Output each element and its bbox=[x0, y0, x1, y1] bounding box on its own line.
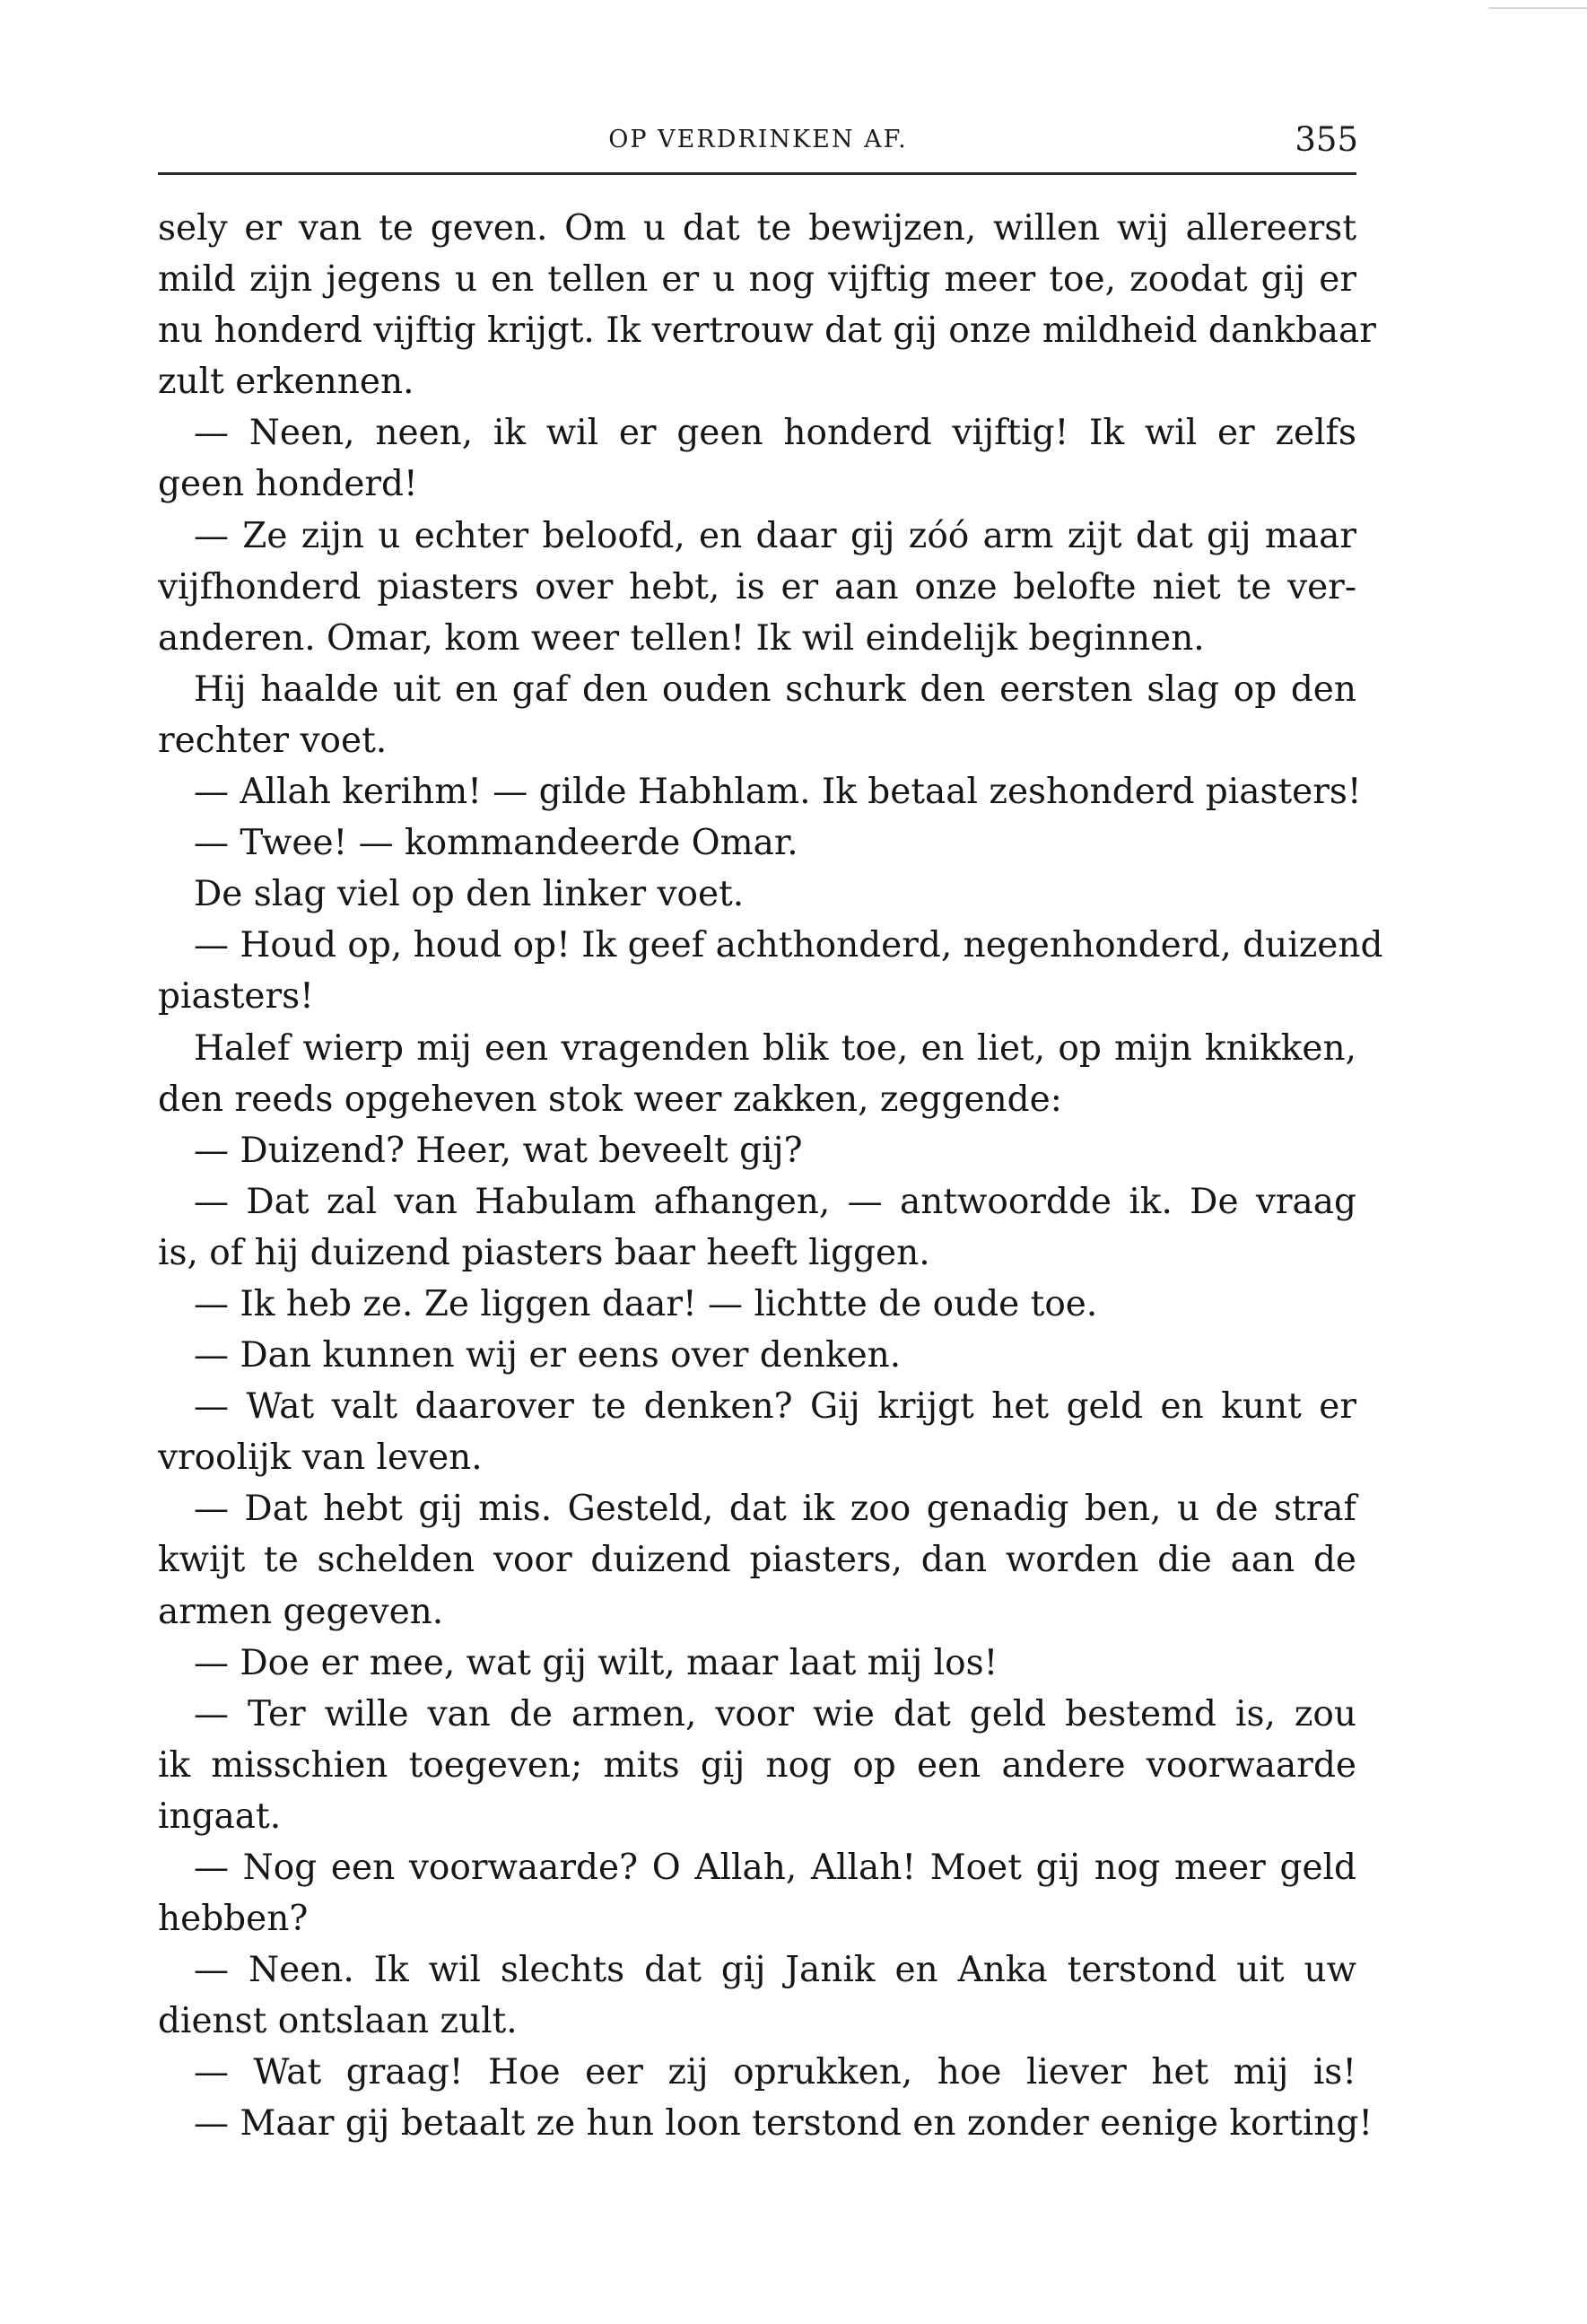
header-rule bbox=[158, 172, 1356, 175]
text-line: mild zijn jegens u en tellen er u nog vijftig meer toe, zoodat gij er bbox=[158, 259, 1356, 301]
text-line: Hij haalde uit en gaf den ouden schurk den eersten slag op den bbox=[194, 668, 1356, 710]
text-line: is, of hij duizend piasters baar heeft liggen. bbox=[158, 1232, 930, 1273]
scan-edge-mark bbox=[1488, 7, 1587, 9]
body-text bbox=[158, 203, 1383, 2150]
page-header bbox=[158, 115, 1358, 169]
text-line: — Dan kunnen wij er eens over denken. bbox=[194, 1335, 902, 1376]
page-number: 355 bbox=[1295, 120, 1358, 159]
text-line: piasters! bbox=[158, 976, 314, 1018]
text-line: — Wat graag! Hoe eer zij oprukken, hoe liever het mij is! bbox=[194, 2052, 1356, 2093]
text-line: — Nog een voorwaarde? O Allah, Allah! Moet gij nog meer geld bbox=[194, 1848, 1356, 1888]
text-line: Halef wierp mij een vragenden blik toe, en liet, op mijn knikken, bbox=[194, 1027, 1356, 1069]
running-title: OP VERDRINKEN AF. bbox=[608, 126, 908, 153]
text-line: — Dat hebt gij mis. Gesteld, dat ik zoo genadig ben, u de straf bbox=[194, 1489, 1356, 1530]
text-line: nu honderd vijftig krijgt. Ik vertrouw dat gij onze mildheid dankbaar bbox=[158, 310, 1376, 352]
text-line: ik misschien toegeven; mits gij nog op een andere voorwaarde bbox=[158, 1744, 1356, 1786]
text-line: — Duizend? Heer, wat beveelt gij? bbox=[194, 1130, 803, 1171]
text-line: dienst ontslaan zult. bbox=[158, 2001, 518, 2042]
text-line: — Allah kerihm! — gilde Habhlam. Ik betaal zeshonderd piasters! bbox=[194, 772, 1362, 813]
text-line: — Houd op, houd op! Ik geef achthonderd, negenhonderd, duizend bbox=[194, 925, 1383, 966]
text-line: kwijt te schelden voor duizend piasters, dan worden die aan de bbox=[158, 1540, 1356, 1581]
text-line: — Twee! — kommandeerde Omar. bbox=[194, 823, 798, 864]
text-line: — Maar gij betaalt ze hun loon terstond en zonder eenige korting! bbox=[194, 2103, 1373, 2145]
text-line: — Dat zal van Habulam afhangen, — antwoordde ik. De vraag bbox=[194, 1181, 1356, 1222]
text-line: sely er van te geven. Om u dat te bewijzen, willen wij allereerst bbox=[158, 208, 1356, 249]
text-line: ingaat. bbox=[158, 1795, 282, 1837]
text-line: — Ter wille van de armen, voor wie dat geld bestemd is, zou bbox=[194, 1693, 1356, 1734]
text-line: geen honderd! bbox=[158, 464, 418, 505]
text-line: hebben? bbox=[158, 1899, 309, 1940]
text-line: vroolijk van leven. bbox=[158, 1437, 483, 1479]
text-line: vijfhonderd piasters over hebt, is er aan onze belofte niet te ver- bbox=[158, 566, 1356, 607]
text-line: — Doe er mee, wat gij wilt, maar laat mij los! bbox=[194, 1642, 998, 1683]
text-line: — Neen. Ik wil slechts dat gij Janik en Anka terstond uit uw bbox=[194, 1950, 1356, 1991]
text-line: den reeds opgeheven stok weer zakken, zeggende: bbox=[158, 1079, 1062, 1120]
text-line: armen gegeven. bbox=[158, 1591, 444, 1632]
text-line: rechter voet. bbox=[158, 720, 388, 761]
text-line: — Neen, neen, ik wil er geen honderd vijftig! Ik wil er zelfs bbox=[194, 413, 1356, 454]
text-line: anderen. Omar, kom weer tellen! Ik wil eindelijk beginnen. bbox=[158, 617, 1205, 659]
text-line: zult erkennen. bbox=[158, 362, 414, 403]
text-line: — Wat valt daarover te denken? Gij krijgt het geld en kunt er bbox=[194, 1386, 1356, 1428]
text-line: — Ik heb ze. Ze liggen daar! — lichtte de oude toe. bbox=[194, 1283, 1098, 1324]
text-line: — Ze zijn u echter beloofd, en daar gij zóó arm zijt dat gij maar bbox=[194, 515, 1356, 556]
text-line: De slag viel op den linker voet. bbox=[194, 874, 745, 915]
